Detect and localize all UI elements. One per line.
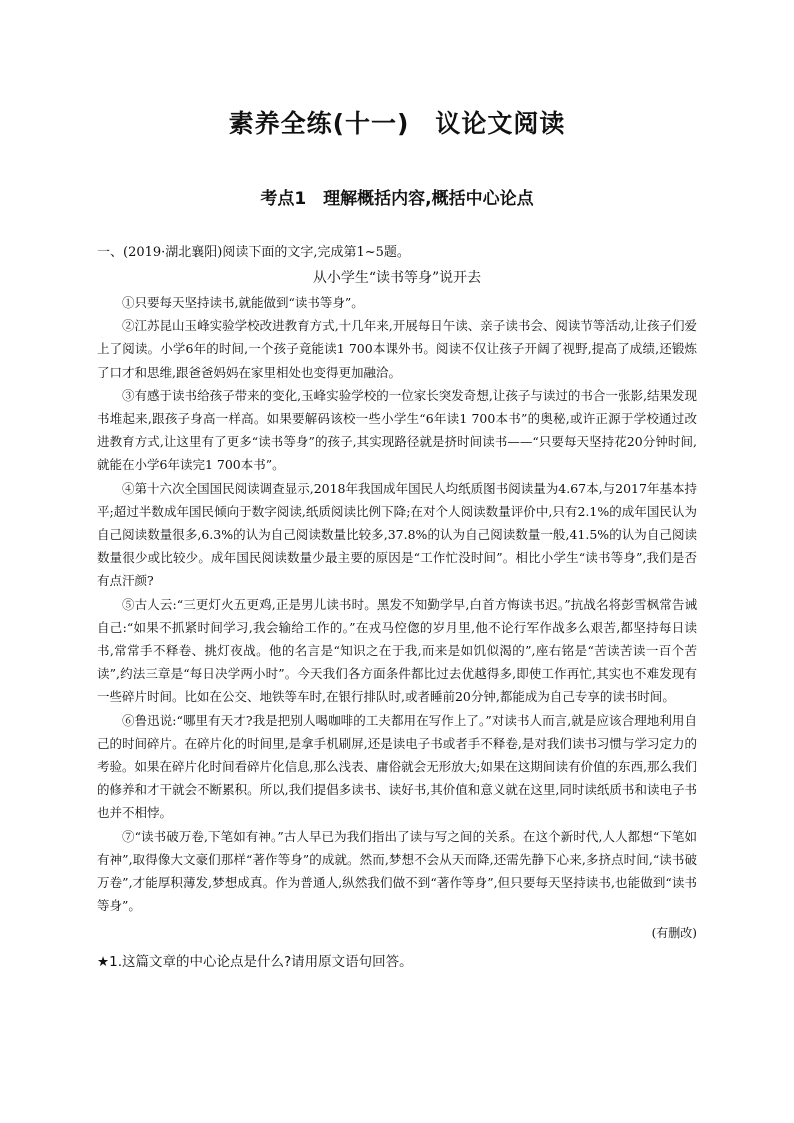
paragraph-1: ①只要每天坚持读书,就能做到“读书等身”。 — [122, 295, 364, 310]
paragraph-6: ⑥鲁迅说:“哪里有天才?我是把别人喝咖啡的工夫都用在写作上了。”对读书人而言,就是应该合理地利用自己的时间碎片。在碎片化的时间里,是拿手机刷屏,还是读电子书或者手不释卷,是对我们读书习惯与学习定力的考验。如果在碎片化时间看碎片化信息,那么浅表、庸俗就会无形放大;如果在这期间读有价值的东西,那么我们的修养和才干就会不断累积。所以,我们提倡多读书、读好书,其价值和意义就在这里,同时读纸质书和读电子书也并不相悖。 — [97, 712, 697, 821]
paragraph-2: ②江苏昆山玉峰实验学校改进教育方式,十几年来,开展每日午读、亲子读书会、阅读节等活动,让孩子们爱上了阅读。小学6年的时间,一个孩子竟能读1 700本课外书。阅读不仅让孩子开阔了视野,提高了成绩,还锻炼了口才和思维,跟爸爸妈妈在家里相处也变得更加融洽。 — [97, 318, 697, 380]
question-1 — [97, 951, 697, 973]
question-intro: 一、(2019·湖北襄阳)阅读下面的文字,完成第1~5题。 — [97, 245, 410, 260]
paragraph-3: ③有感于读书给孩子带来的变化,玉峰实验学校的一位家长突发奇想,让孩子与读过的书合一张影,结果发现书堆起来,跟孩子身高一样高。如果要解码该校一些小学生“6年读1 700本书”的奥秘,或许正源于学校通过改进教育方式,让这里有了更多“读书等身”的孩子,其实现路径就是挤时间读书——“只要每天坚持花20分钟时间,就能在小学6年读完1 700本书”。 — [97, 387, 697, 473]
question-1-text: 1.这篇文章的中心论点是什么?请用原文语句回答。 — [109, 954, 413, 971]
paragraph-4: ④第十六次全国国民阅读调查显示,2018年我国成年国民人均纸质图书阅读量为4.67本,与2017年基本持平;超过半数成年国民倾向于数字阅读,纸质阅读比例下降;在对个人阅读数量评价中,只有2.1%的成年国民认为自己阅读数量很多,6.3%的认为自己阅读数量比较多,37.8%的认为自己阅读数量一般,41.5%的认为自己阅读数量很少或比较少。成年国民阅读数量少最主要的原因是“工作忙没时间”。相比小学生“读书等身”,我们是否有点汗颜? — [97, 480, 697, 589]
article-title: 从小学生“读书等身”说开去 — [312, 270, 482, 286]
star-icon: ★ — [97, 954, 110, 971]
source-note: (有删改) — [651, 926, 697, 941]
paragraph-5: ⑤古人云:“三更灯火五更鸡,正是男儿读书时。黑发不知勤学早,白首方悔读书迟。”抗战名将彭雪枫常告诫自己:“如果不抓紧时间学习,我会输给工作的。”在戎马倥偬的岁月里,他不论行军作战多么艰苦,都坚持每日读书,常常手不释卷、挑灯夜战。他的名言是“知识之在于我,而来是如饥似渴的”,座右铭是“苦读苦读一百个苦读”,约法三章是“每日决学两小时”。今天我们各方面条件都比过去优越得多,即使工作再忙,其实也不难发现有一些碎片时间。比如在公交、地铁等车时,在银行排队时,或者睡前20分钟,都能成为自己专享的读书时间。 — [97, 596, 697, 705]
paragraph-7: ⑦“读书破万卷,下笔如有神。”古人早已为我们指出了读与写之间的关系。在这个新时代,人人都想“下笔如有神”,取得像大文豪们那样“著作等身”的成就。然而,梦想不会从天而降,还需先静下心来,多挤点时间,“读书破万卷”,才能厚积薄发,梦想成真。作为普通人,纵然我们做不到“著作等身”,但只要每天坚持读书,也能做到“读书等身”。 — [97, 828, 697, 914]
page-title: 素养全练(十一) 议论文阅读 — [228, 109, 566, 138]
section-subtitle: 考点1 理解概括内容,概括中心论点 — [260, 189, 534, 209]
reading-section — [97, 242, 697, 973]
